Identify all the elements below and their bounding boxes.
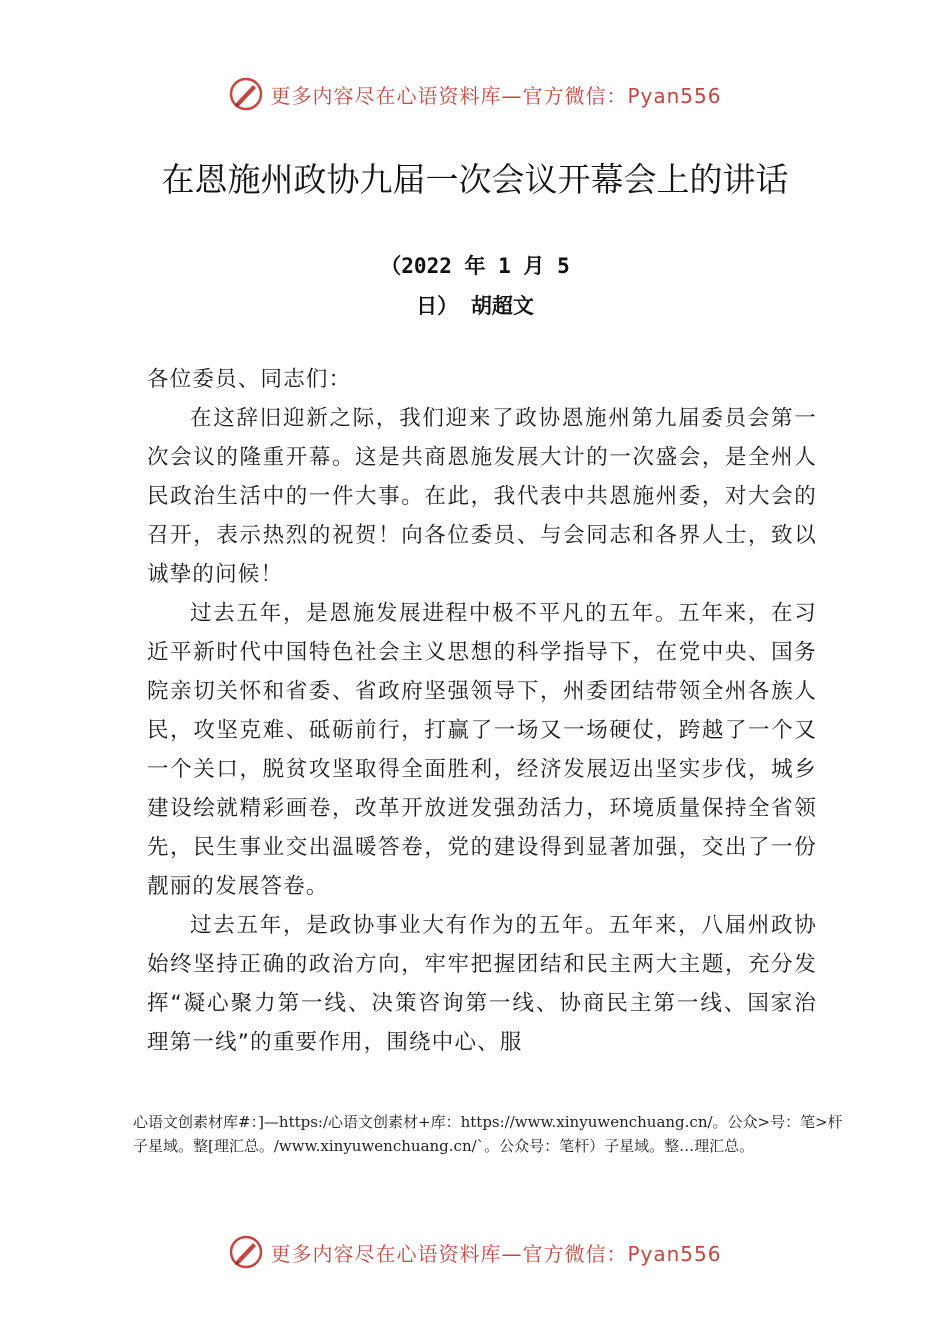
banner-text: 更多内容尽在心语资料库—官方微信：Pyan556 <box>270 1241 722 1266</box>
pen-logo-icon <box>228 76 264 112</box>
date-line-1: （2022 年 1 月 5 <box>380 254 570 278</box>
source-footnote: 心语文创素材库#：]—https:/心语文创素材+库：https://www.xinyuwenchuang.cn/。公众>号：笔>杆子星域。整[理汇总。/www.xinyuwenchuang.cn/`。公众号：笔杆）子星域。整…理汇总。 <box>133 1113 843 1155</box>
footer-banner <box>0 1228 950 1276</box>
banner-text: 更多内容尽在心语资料库—官方微信：Pyan556 <box>270 83 722 108</box>
date-line-2: 日） 胡超文 <box>416 294 534 318</box>
document-title: 在恩施州政协九届一次会议开幕会上的讲话 <box>161 160 789 199</box>
pen-logo-icon <box>228 1234 264 1270</box>
speech-body <box>147 360 817 1062</box>
salutation: 各位委员、同志们： <box>147 367 352 392</box>
paragraph-1: 在这辞旧迎新之际，我们迎来了政协恩施州第九届委员会第一次会议的隆重开幕。这是共商恩施发展大计的一次盛会，是全州人民政治生活中的一件大事。在此，我代表中共恩施州委，对大会的召开，表示热烈的祝贺！向各位委员、与会同志和各界人士，致以诚挚的问候！ <box>147 406 817 587</box>
paragraph-2: 过去五年，是恩施发展进程中极不平凡的五年。五年来，在习近平新时代中国特色社会主义思想的科学指导下，在党中央、国务院亲切关怀和省委、省政府坚强领导下，州委团结带领全州各族人民，攻坚克难、砥砺前行，打赢了一场又一场硬仗，跨越了一个又一个关口，脱贫攻坚取得全面胜利，经济发展迈出坚实步伐，城乡建设绘就精彩画卷，改革开放迸发强劲活力，环境质量保持全省领先，民生事业交出温暖答卷，党的建设得到显著加强，交出了一份靓丽的发展答卷。 <box>147 601 817 899</box>
paragraph-3: 过去五年，是政协事业大有作为的五年。五年来，八届州政协始终坚持正确的政治方向，牢牢把握团结和民主两大主题，充分发挥“凝心聚力第一线、决策咨询第一线、协商民主第一线、国家治理第一线”的重要作用，围绕中心、服 <box>147 913 817 1055</box>
header-banner <box>0 70 950 118</box>
